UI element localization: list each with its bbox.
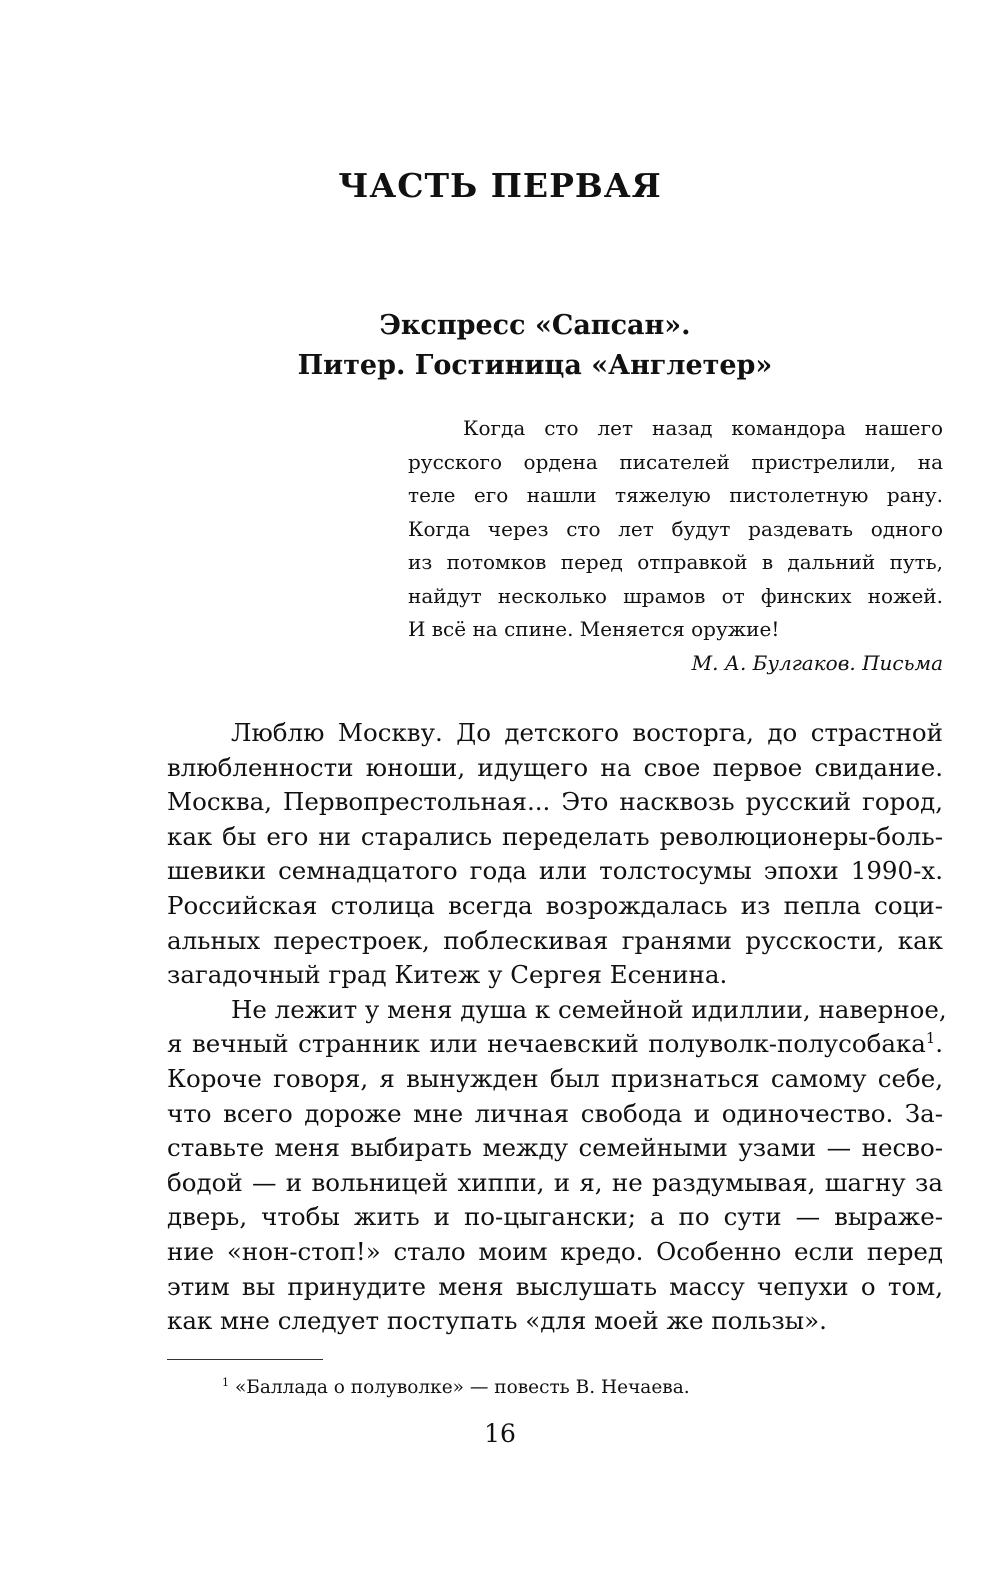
paragraph-line-with-footnote bbox=[167, 1027, 943, 1062]
paragraph-line: бодой — и вольницей хиппи, и я, не раздумывая, шагну за bbox=[167, 1167, 943, 1197]
paragraph-line: Российская столица всегда возрождалась из пепла соци- bbox=[167, 890, 943, 920]
epigraph bbox=[408, 412, 943, 680]
chapter-title-line-1: Экспресс «Сапсан». bbox=[379, 310, 691, 341]
paragraph-line: что всего дороже мне личная свобода и одиночество. За- bbox=[167, 1098, 943, 1128]
paragraph-line: Короче говоря, я вынужден был признаться самому себе, bbox=[167, 1063, 943, 1093]
paragraph-line-text: я вечный странник или нечаевский полуволк-полусобака bbox=[167, 1029, 926, 1059]
footnote bbox=[222, 1374, 690, 1402]
paragraph-line: шевики семнадцатого года или толстосумы эпохи 1990-х. bbox=[167, 856, 943, 886]
paragraph-line: как мне следует поступать «для моей же пользы». bbox=[167, 1306, 827, 1336]
footnote-divider bbox=[167, 1359, 323, 1360]
paragraph-line: дверь, чтобы жить и по-цыгански; а по сути — выраже- bbox=[167, 1202, 943, 1232]
footnote-mark[interactable]: 1 bbox=[925, 1030, 936, 1048]
paragraph-line: этим вы принудите меня выслушать массу чепухи о том, bbox=[167, 1271, 943, 1301]
paragraph-line: Москва, Первопрестольная... Это насквозь русский город, bbox=[167, 787, 943, 817]
paragraph-line: Не лежит у меня душа к семейной идиллии, наверное, bbox=[231, 994, 947, 1024]
paragraph-line: ставьте меня выбирать между семейными узами — несво- bbox=[167, 1133, 943, 1163]
epigraph-attribution: М. А. Булгаков. Письма bbox=[691, 650, 943, 675]
epigraph-line: русского ордена писателей пристрелили, на bbox=[408, 449, 943, 474]
chapter-title bbox=[280, 306, 790, 386]
part-title: ЧАСТЬ ПЕРВАЯ bbox=[338, 166, 662, 205]
paragraph-line: загадочный град Китеж у Сергея Есенина. bbox=[167, 960, 728, 990]
paragraph-line: Люблю Москву. До детского восторга, до страстной bbox=[231, 718, 943, 747]
epigraph-line: из потомков перед отправкой в дальний путь, bbox=[408, 550, 943, 574]
page-number: 16 bbox=[484, 1419, 516, 1448]
paragraph-line: влюбленности юноши, идущего на свое первое свидание. bbox=[167, 752, 943, 782]
epigraph-line: теле его нашли тяжелую пистолетную рану. bbox=[408, 483, 943, 507]
paragraph-line: ние «нон-стоп!» стало моим кредо. Особенно если перед bbox=[167, 1236, 943, 1266]
body-text bbox=[167, 716, 947, 1339]
chapter-title-line-2: Питер. Гостиница «Англетер» bbox=[297, 350, 773, 381]
paragraph-line: как бы его ни старались переделать революционеры-боль- bbox=[167, 821, 943, 851]
epigraph-line: найдут несколько шрамов от финских ножей. bbox=[408, 583, 943, 608]
paragraph-line-end: . bbox=[935, 1029, 943, 1059]
epigraph-line: Когда через сто лет будут раздевать одного bbox=[408, 516, 943, 541]
epigraph-line: И всё на спине. Меняется оружие! bbox=[408, 617, 780, 641]
footnote-number: 1 bbox=[222, 1375, 230, 1389]
paragraph-line: альных перестроек, поблескивая гранями русскости, как bbox=[167, 925, 943, 955]
epigraph-line: Когда сто лет назад командора нашего bbox=[463, 416, 943, 440]
footnote-text: «Баллада о полуволке» — повесть В. Нечаева. bbox=[234, 1377, 690, 1398]
